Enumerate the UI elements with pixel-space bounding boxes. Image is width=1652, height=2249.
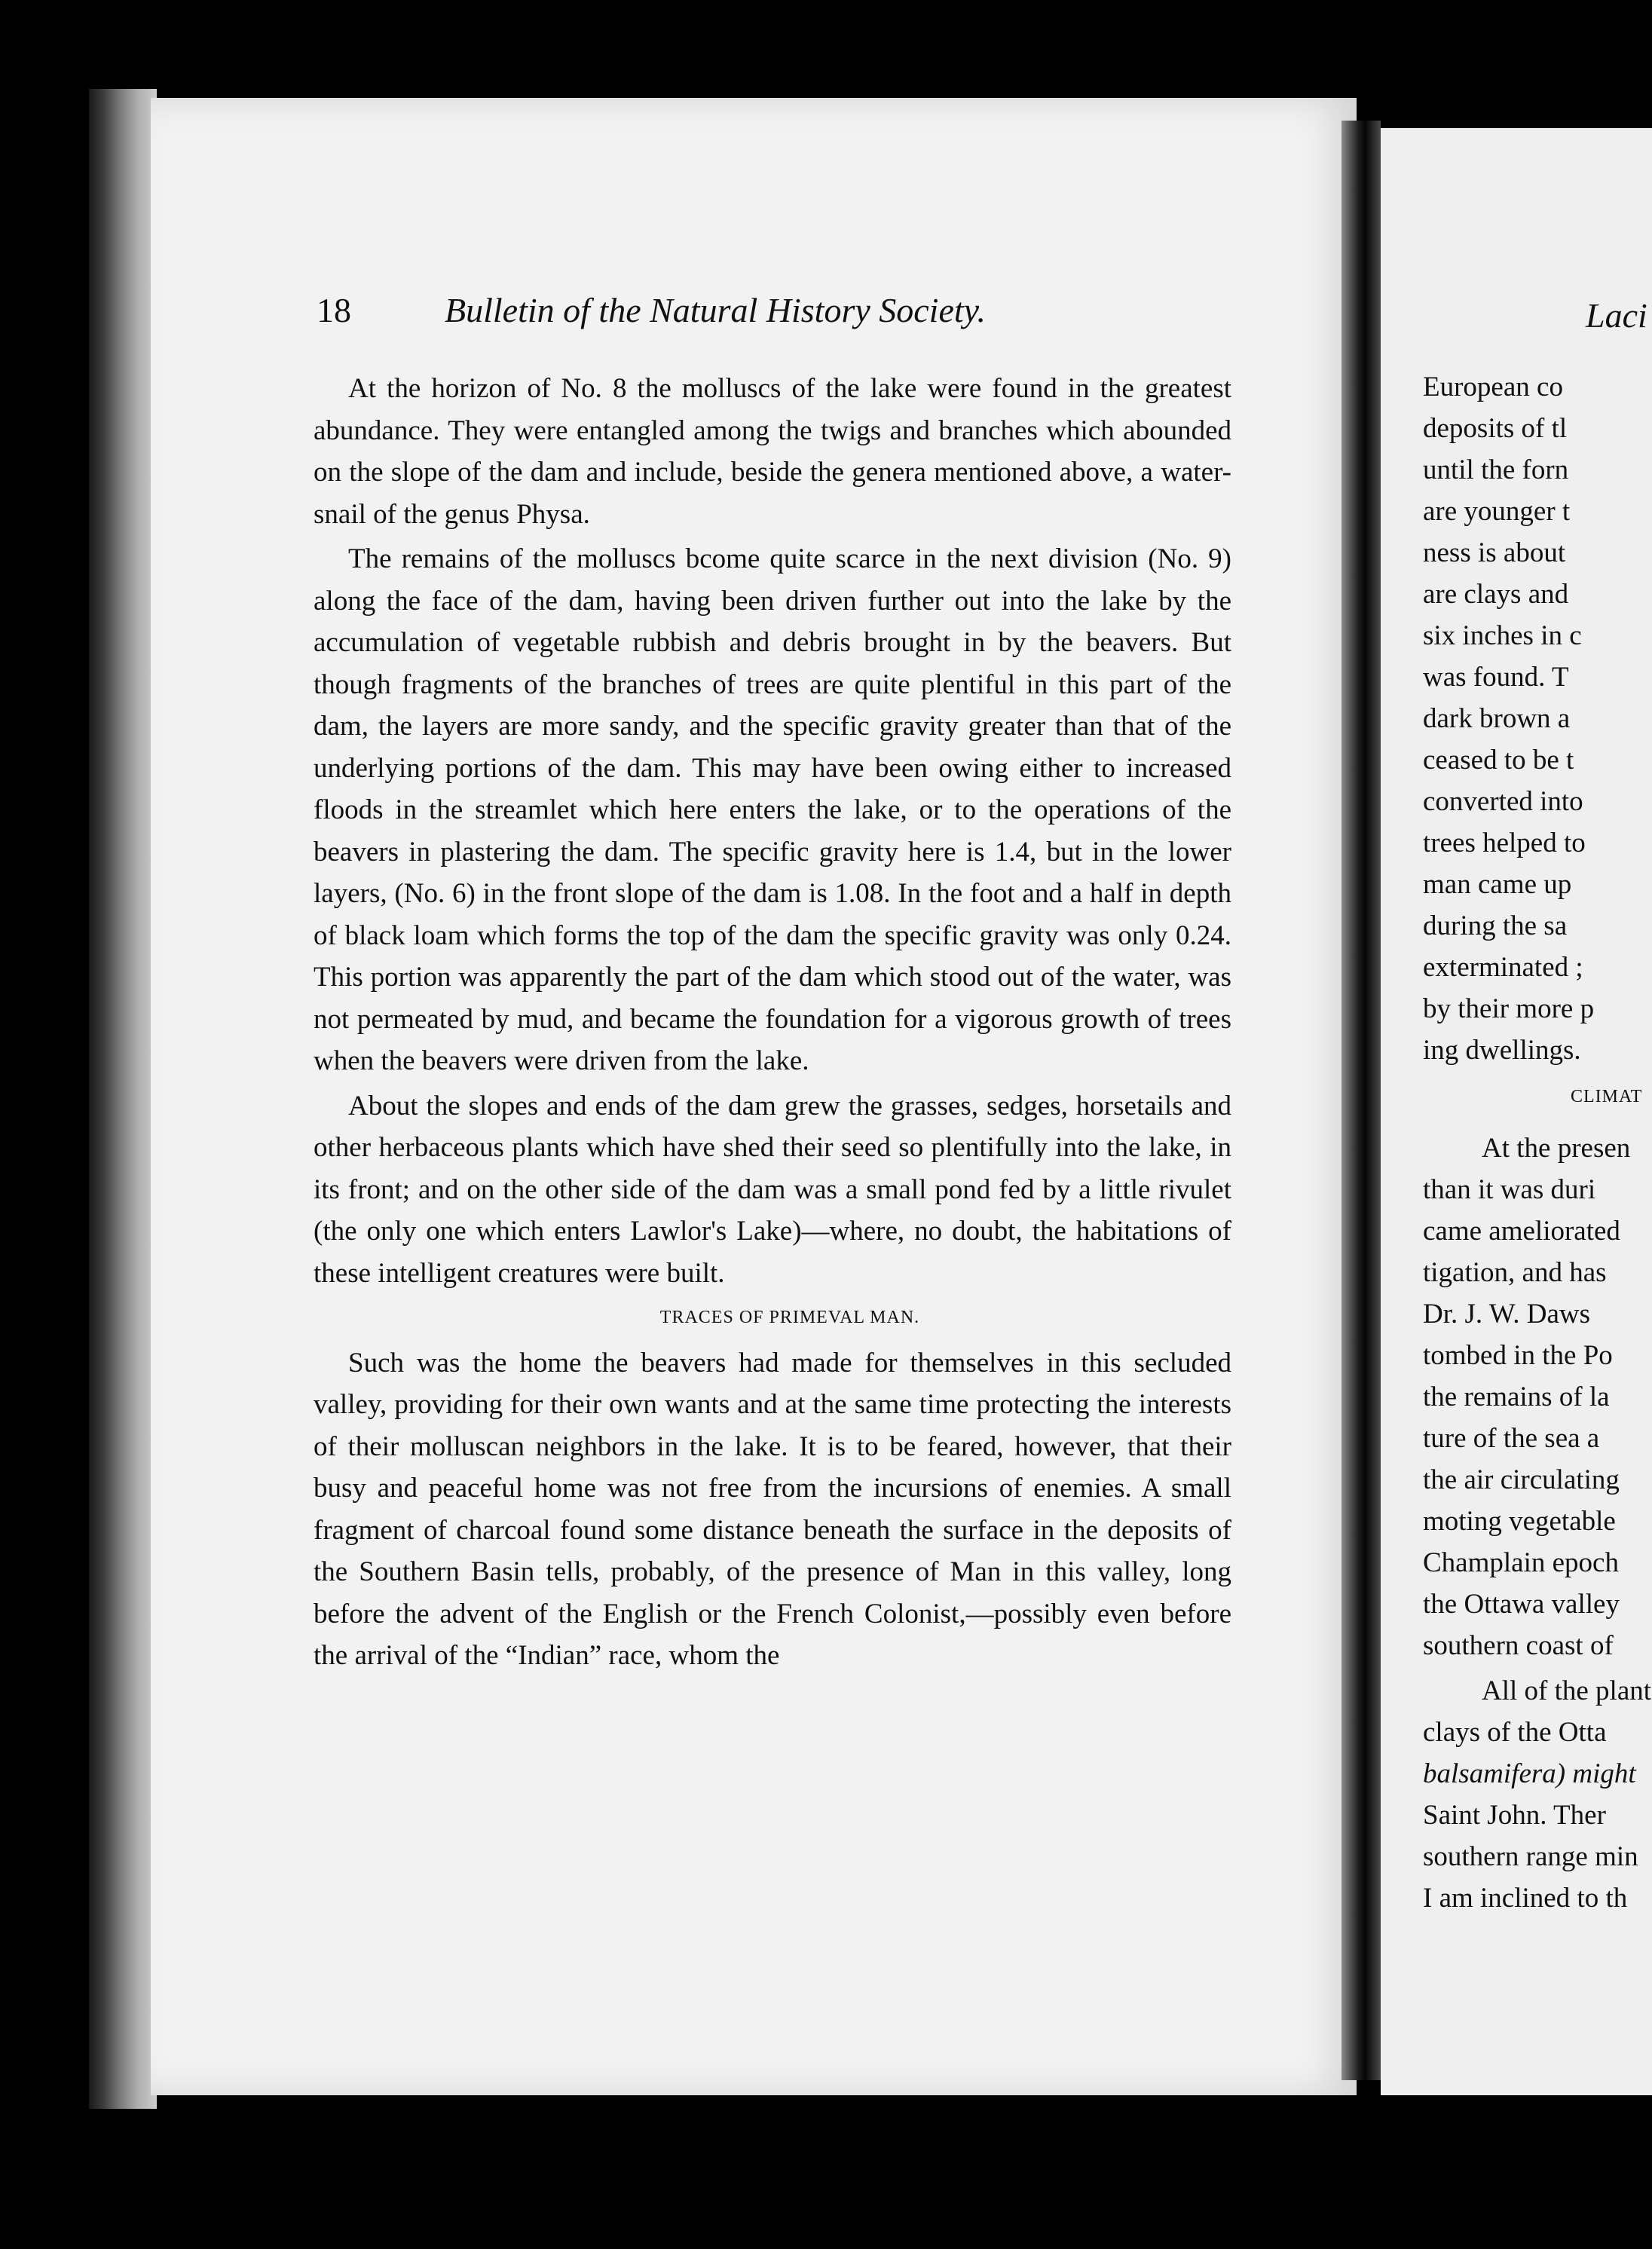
right-line: was found. T [1423,662,1569,693]
paragraph: At the horizon of No. 8 the molluscs of the lake were found in the greatest abundance. They were entangled among the twigs and branches which abounded on the slope of the dam and include, beside the genera mentioned above, a water-snail of the genus Physa. [314,373,1231,530]
right-line: are younger t [1423,496,1571,527]
right-section-heading: CLIMAT [1571,1087,1643,1106]
right-line: balsamifera) might [1423,1758,1636,1789]
right-line: came ameliorated [1423,1216,1620,1247]
left-page-body [314,368,1231,1680]
right-line: I am inclined to th [1423,1883,1628,1914]
right-page-body [1423,0,1652,2249]
right-line: deposits of tl [1423,413,1568,444]
right-line: ture of the sea a [1423,1423,1600,1454]
paragraph: Such was the home the beavers had made for themselves in this secluded valley, providing for their own wants and at the same time protecting the interests of their molluscan neighbors in the lake. It is to be feared, however, that their busy and peaceful home was not free from the incursions of enemies. A small fragment of charcoal found some distance beneath the surface in the deposits of the Southern Basin tells, probably, of the presence of Man in this valley, long before the advent of the English or the French Colonist,—possibly even before the arrival of the “Indian” race, whom the [314,1347,1231,1671]
right-line: six inches in c [1423,620,1582,651]
right-line: converted into [1423,786,1583,817]
page-edge-stack [89,89,157,2109]
right-line: southern range min [1423,1841,1638,1872]
right-line: At the presen [1482,1133,1631,1164]
section-heading: TRACES OF PRIMEVAL MAN. [659,1308,920,1327]
page-number: 18 [317,291,351,329]
right-line: man came up [1423,869,1572,900]
right-line: by their more p [1423,993,1595,1024]
right-line: trees helped to [1423,828,1586,858]
book-gutter [1341,121,1381,2080]
right-line: the remains of la [1423,1382,1610,1412]
right-line: than it was duri [1423,1174,1596,1205]
right-line: ing dwellings. [1423,1035,1581,1066]
right-line: Dr. J. W. Daws [1423,1299,1591,1330]
right-line: Saint John. Ther [1423,1800,1606,1831]
right-line: tigation, and has [1423,1257,1607,1288]
right-line: exterminated ; [1423,952,1583,983]
right-line: during the sa [1423,910,1568,941]
right-line: the air circulating [1423,1464,1620,1495]
right-running-head: Laci [1586,296,1647,335]
right-line: tombed in the Po [1423,1340,1613,1371]
right-line: ceased to be t [1423,745,1574,776]
right-line: Champlain epoch [1423,1547,1619,1578]
right-line: All of the plant [1482,1675,1652,1706]
right-line: moting vegetable [1423,1506,1616,1537]
running-head: Bulletin of the Natural History Society. [445,291,987,329]
paragraph: The remains of the molluscs bcome quite scarce in the next division (No. 9) along the face of the dam, having been driven further out into the lake by the accumulation of vegetable rubbish and debris brought in by the beavers. But though fragments of the branches of trees are quite plentiful in this part of the dam, the layers are more sandy, and the specific gravity greater than that of the underlying portions of the dam. This may have been owing either to increased floods in the streamlet which here enters the lake, or to the operations of the beavers in plastering the dam. The specific gravity here is 1.4, but in the lower layers, (No. 6) in the front slope of the dam is 1.08. In the foot and a half in depth of black loam which forms the top of the dam the specific gravity was only 0.24. This portion was apparently the part of the dam which stood out of the water, was not permeated by mud, and became the foundation for a vigorous growth of trees when the beavers were driven from the lake. [314,543,1231,1076]
right-line: clays of the Otta [1423,1717,1607,1748]
left-page-header [317,290,1251,343]
right-line: dark brown a [1423,703,1571,734]
right-line: European co [1423,372,1563,402]
right-line: southern coast of [1423,1630,1614,1661]
right-line: the Ottawa valley [1423,1589,1620,1620]
right-line: are clays and [1423,579,1569,610]
right-line: until the forn [1423,454,1569,485]
right-line: ness is about [1423,537,1566,568]
paragraph: About the slopes and ends of the dam grew the grasses, sedges, horsetails and other herbaceous plants which have shed their seed so plentifully into the lake, in its front; and on the other side of the dam was a small pond fed by a little rivulet (the only one which enters Lawlor's Lake)—where, no doubt, the habitations of these intelligent creatures were built. [314,1090,1231,1289]
